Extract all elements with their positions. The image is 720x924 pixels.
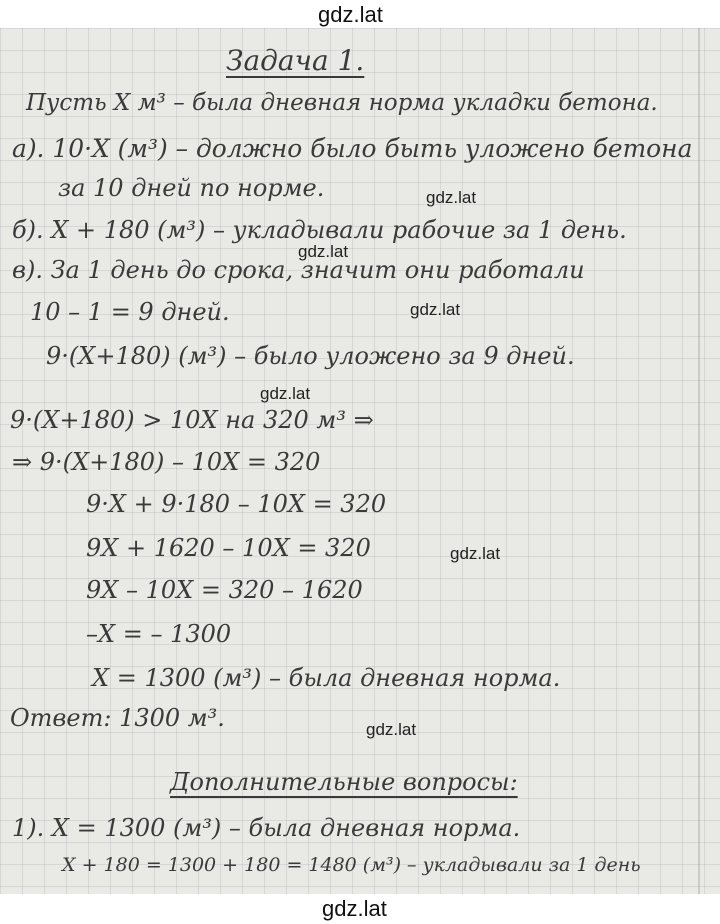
watermark-bottom: gdz.lat [322,896,387,921]
task-title: Задача 1. [226,44,365,77]
watermark-top: gdz.lat [318,2,383,27]
solution-line-14: X = 1300 (м³) – была дневная норма. [92,664,561,692]
extra-line-1: 1). X = 1300 (м³) – была дневная норма. [12,814,521,842]
solution-line-1: Пусть X м³ – была дневная норма укладки бетона. [26,90,658,116]
solution-line-4: б). X + 180 (м³) – укладывали рабочие за 1 день. [12,216,627,244]
watermark-2: gdz.lat [298,242,349,261]
notebook-page [0,28,720,894]
solution-line-6: 10 – 1 = 9 дней. [30,298,230,326]
watermark-4: gdz.lat [260,384,311,403]
solution-line-8: 9·(X+180) > 10X на 320 м³ ⇒ [10,406,374,434]
solution-line-9: ⇒ 9·(X+180) – 10X = 320 [12,448,321,476]
solution-line-13: –X = – 1300 [86,620,232,648]
watermark-3: gdz.lat [410,300,461,319]
solution-line-10: 9·X + 9·180 – 10X = 320 [86,490,387,518]
watermark-1: gdz.lat [426,188,477,207]
solution-line-2: а). 10·X (м³) – должно было быть уложено бетона [12,134,693,163]
solution-line-7: 9·(X+180) (м³) – было уложено за 9 дней. [46,342,575,370]
solution-line-3: за 10 дней по норме. [58,174,325,202]
watermark-5: gdz.lat [450,544,501,563]
margin-line [698,28,700,894]
answer-line: Ответ: 1300 м³. [10,704,225,732]
solution-line-12: 9X – 10X = 320 – 1620 [86,576,363,604]
extra-line-2: X + 180 = 1300 + 180 = 1480 (м³) – укладывали за 1 день [62,854,641,876]
solution-line-11: 9X + 1620 – 10X = 320 [86,534,371,562]
solution-line-5: в). За 1 день до срока, значит они работали [12,256,585,284]
watermark-6: gdz.lat [366,720,417,739]
extra-questions-title: Дополнительные вопросы: [170,768,518,796]
